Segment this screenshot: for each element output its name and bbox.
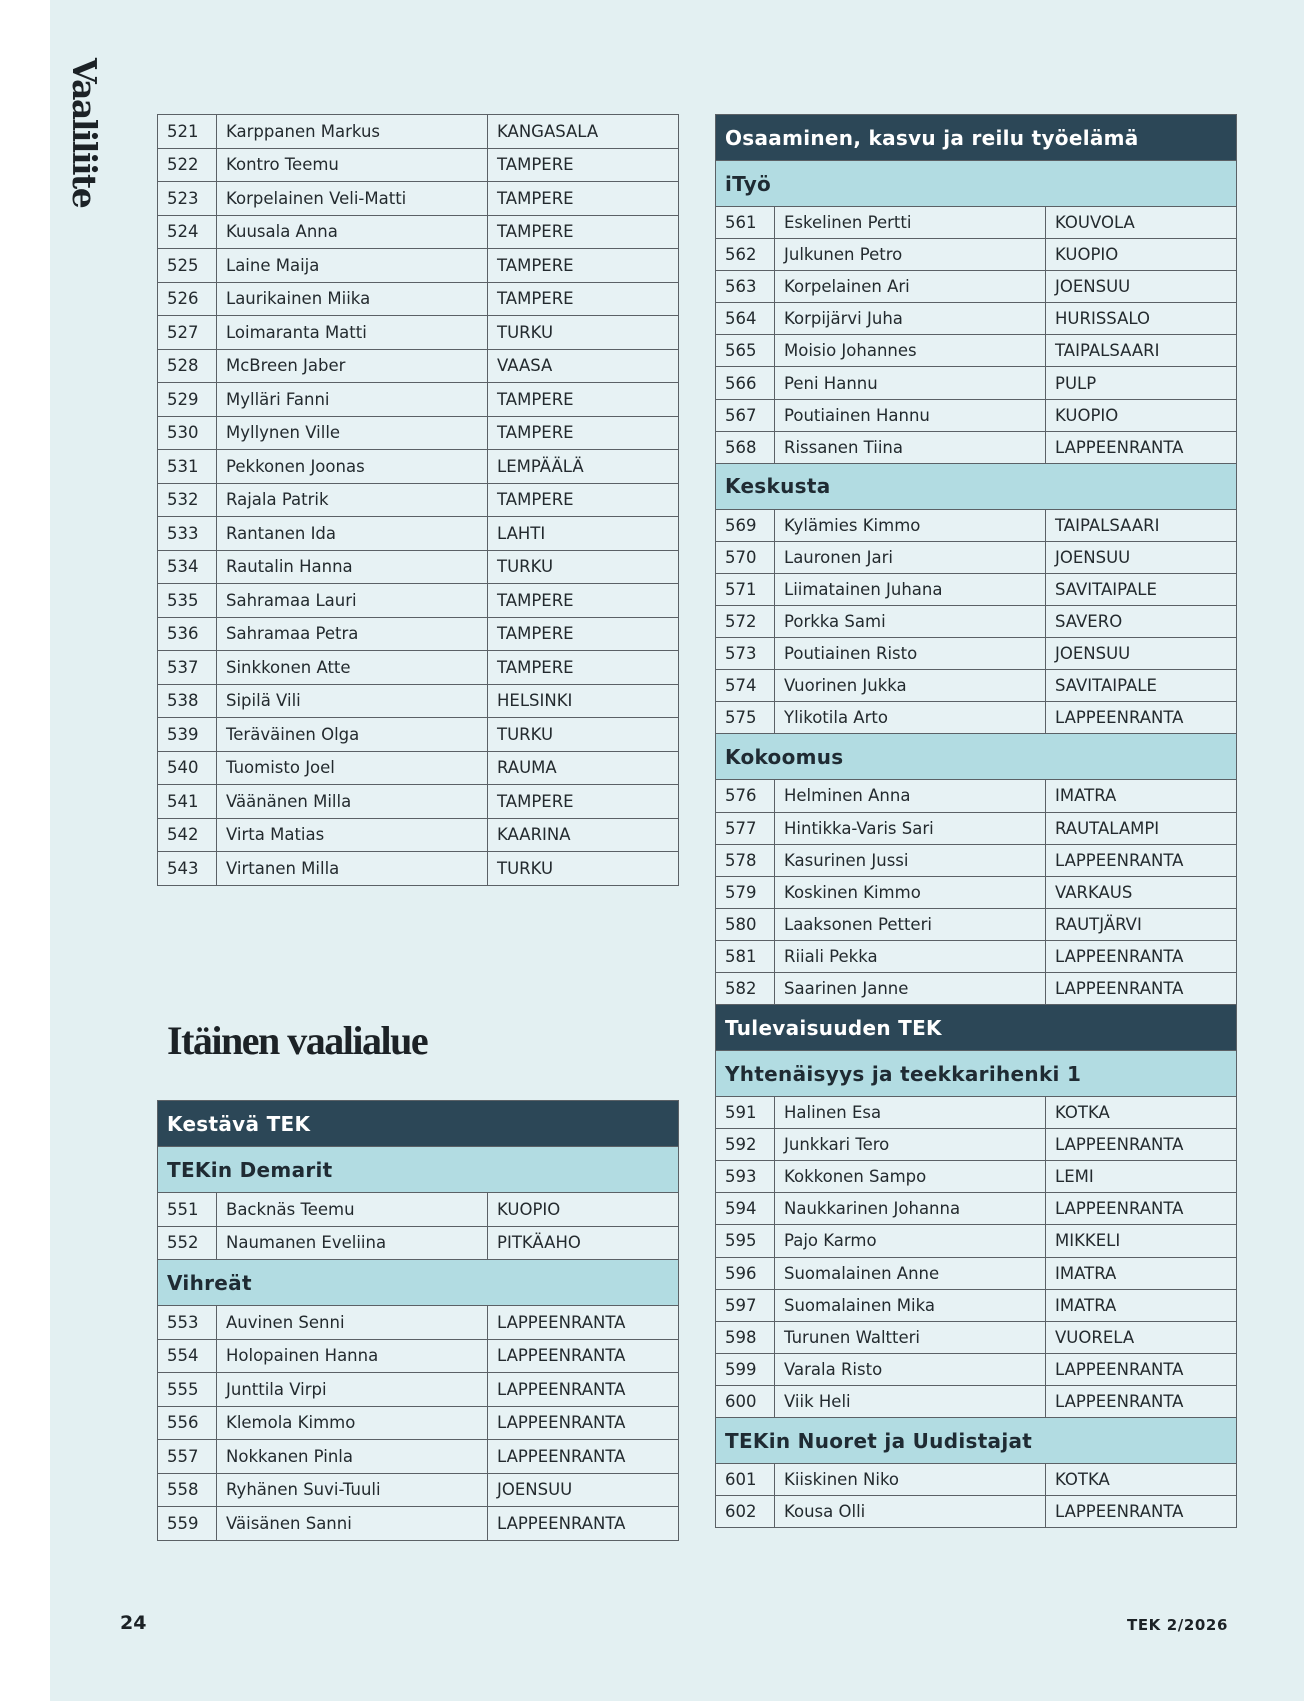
- table-row: [158, 550, 679, 584]
- table-row: [716, 1464, 1237, 1496]
- candidate-city: TAMPERE: [488, 416, 679, 450]
- candidate-name: Korpelainen Ari: [775, 271, 1046, 303]
- candidate-city: RAUMA: [488, 751, 679, 785]
- candidate-number: 528: [158, 349, 217, 383]
- candidate-number: 539: [158, 718, 217, 752]
- candidate-city: TAIPALSAARI: [1046, 509, 1237, 541]
- table-row: [716, 638, 1237, 670]
- candidate-city: JOENSUU: [1046, 638, 1237, 670]
- candidate-city: TAMPERE: [488, 383, 679, 417]
- candidate-name: Vuorinen Jukka: [775, 670, 1046, 702]
- table-row: [158, 215, 679, 249]
- table-row: [158, 718, 679, 752]
- party-header: Vihreät: [158, 1260, 679, 1306]
- candidate-name: Kasurinen Jussi: [775, 844, 1046, 876]
- candidate-number: 554: [158, 1339, 217, 1373]
- candidate-number: 525: [158, 249, 217, 283]
- candidate-city: LAPPEENRANTA: [488, 1306, 679, 1340]
- table-row: [716, 367, 1237, 399]
- candidate-name: Saarinen Janne: [775, 972, 1046, 1004]
- candidate-number: 566: [716, 367, 775, 399]
- party-header-row: [716, 1051, 1237, 1097]
- candidate-number: 596: [716, 1257, 775, 1289]
- candidate-name: Kontro Teemu: [217, 148, 488, 182]
- party-header: Kokoomus: [716, 734, 1237, 780]
- table-row: [158, 852, 679, 886]
- candidate-number: 582: [716, 972, 775, 1004]
- party-header: Yhtenäisyys ja teekkarihenki 1: [716, 1051, 1237, 1097]
- candidate-name: Liimatainen Juhana: [775, 573, 1046, 605]
- candidate-name: Myllynen Ville: [217, 416, 488, 450]
- candidate-number: 579: [716, 876, 775, 908]
- candidate-number: 535: [158, 584, 217, 618]
- candidate-city: KUOPIO: [488, 1193, 679, 1227]
- candidate-number: 553: [158, 1306, 217, 1340]
- candidate-number: 591: [716, 1097, 775, 1129]
- table-row: [716, 780, 1237, 812]
- table-row: [158, 1306, 679, 1340]
- candidate-name: Sahramaa Petra: [217, 617, 488, 651]
- candidate-number: 559: [158, 1507, 217, 1541]
- candidate-number: 522: [158, 148, 217, 182]
- table-row: [716, 1097, 1237, 1129]
- page-number: 24: [120, 1612, 147, 1634]
- candidate-city: JOENSUU: [488, 1473, 679, 1507]
- table-row: [158, 282, 679, 316]
- candidate-city: PULP: [1046, 367, 1237, 399]
- party-header-row: [716, 734, 1237, 780]
- candidate-number: 571: [716, 573, 775, 605]
- candidate-city: TURKU: [488, 852, 679, 886]
- table-row: [716, 303, 1237, 335]
- table-row: [158, 383, 679, 417]
- candidate-name: Tuomisto Joel: [217, 751, 488, 785]
- candidate-name: Teräväinen Olga: [217, 718, 488, 752]
- candidate-name: Rantanen Ida: [217, 517, 488, 551]
- candidate-city: SAVITAIPALE: [1046, 670, 1237, 702]
- candidate-name: Lauronen Jari: [775, 541, 1046, 573]
- table-row: [716, 606, 1237, 638]
- party-header: iTyö: [716, 161, 1237, 207]
- table-row: [158, 684, 679, 718]
- candidate-city: LAPPEENRANTA: [1046, 1129, 1237, 1161]
- candidate-number: 567: [716, 399, 775, 431]
- candidate-name: Julkunen Petro: [775, 239, 1046, 271]
- candidate-name: Karppanen Markus: [217, 115, 488, 149]
- candidate-number: 602: [716, 1496, 775, 1528]
- candidate-name: Virta Matias: [217, 818, 488, 852]
- party-header-row: [716, 161, 1237, 207]
- candidate-number: 556: [158, 1406, 217, 1440]
- candidate-name: Loimaranta Matti: [217, 316, 488, 350]
- candidate-number: 573: [716, 638, 775, 670]
- candidate-city: TAIPALSAARI: [1046, 335, 1237, 367]
- candidate-city: TAMPERE: [488, 249, 679, 283]
- table-row: [158, 316, 679, 350]
- candidate-city: TAMPERE: [488, 785, 679, 819]
- candidate-city: HURISSALO: [1046, 303, 1237, 335]
- candidate-number: 565: [716, 335, 775, 367]
- group-header-row: [716, 1005, 1237, 1051]
- candidate-name: Virtanen Milla: [217, 852, 488, 886]
- table-row: [716, 207, 1237, 239]
- table-row: [716, 1385, 1237, 1417]
- candidate-number: 526: [158, 282, 217, 316]
- candidate-name: Ylikotila Arto: [775, 702, 1046, 734]
- candidate-name: McBreen Jaber: [217, 349, 488, 383]
- candidate-number: 577: [716, 812, 775, 844]
- table-row: [716, 1257, 1237, 1289]
- candidate-number: 564: [716, 303, 775, 335]
- party-header: Keskusta: [716, 463, 1237, 509]
- table-row: [716, 876, 1237, 908]
- candidate-number: 521: [158, 115, 217, 149]
- party-header: TEKin Nuoret ja Uudistajat: [716, 1418, 1237, 1464]
- candidate-number: 572: [716, 606, 775, 638]
- table-row: [716, 1129, 1237, 1161]
- table-row: [716, 844, 1237, 876]
- candidate-number: 524: [158, 215, 217, 249]
- candidate-name: Rajala Patrik: [217, 483, 488, 517]
- candidate-name: Koskinen Kimmo: [775, 876, 1046, 908]
- table-row: [158, 1507, 679, 1541]
- candidate-city: PITKÄAHO: [488, 1226, 679, 1260]
- candidate-city: SAVERO: [1046, 606, 1237, 638]
- table-row: [158, 1373, 679, 1407]
- candidate-number: 600: [716, 1385, 775, 1417]
- candidate-city: TURKU: [488, 550, 679, 584]
- candidate-name: Nokkanen Pinla: [217, 1440, 488, 1474]
- candidate-name: Sinkkonen Atte: [217, 651, 488, 685]
- table-row: [158, 182, 679, 216]
- candidate-name: Sahramaa Lauri: [217, 584, 488, 618]
- candidate-number: 543: [158, 852, 217, 886]
- candidate-number: 581: [716, 940, 775, 972]
- candidate-number: 532: [158, 483, 217, 517]
- candidate-name: Laurikainen Miika: [217, 282, 488, 316]
- candidate-name: Kousa Olli: [775, 1496, 1046, 1528]
- candidate-city: TAMPERE: [488, 651, 679, 685]
- table-row: [716, 1193, 1237, 1225]
- candidate-city: LEMI: [1046, 1161, 1237, 1193]
- candidate-number: 595: [716, 1225, 775, 1257]
- candidate-city: JOENSUU: [1046, 271, 1237, 303]
- candidate-number: 594: [716, 1193, 775, 1225]
- candidate-number: 578: [716, 844, 775, 876]
- candidate-number: 561: [716, 207, 775, 239]
- candidate-city: LAPPEENRANTA: [1046, 702, 1237, 734]
- candidate-number: 557: [158, 1440, 217, 1474]
- candidate-city: IMATRA: [1046, 1257, 1237, 1289]
- candidate-number: 540: [158, 751, 217, 785]
- candidate-city: MIKKELI: [1046, 1225, 1237, 1257]
- table-row: [716, 812, 1237, 844]
- table-row: [158, 584, 679, 618]
- table-row: [716, 1289, 1237, 1321]
- candidate-city: TAMPERE: [488, 483, 679, 517]
- candidate-name: Sipilä Vili: [217, 684, 488, 718]
- candidate-number: 576: [716, 780, 775, 812]
- candidate-number: 598: [716, 1321, 775, 1353]
- table-row: [716, 335, 1237, 367]
- candidate-city: LAPPEENRANTA: [1046, 972, 1237, 1004]
- table-row: [158, 450, 679, 484]
- candidate-name: Varala Risto: [775, 1353, 1046, 1385]
- table-row: [716, 670, 1237, 702]
- candidate-name: Eskelinen Pertti: [775, 207, 1046, 239]
- page: [50, 0, 1304, 1701]
- candidate-name: Junkkari Tero: [775, 1129, 1046, 1161]
- candidate-city: VARKAUS: [1046, 876, 1237, 908]
- candidate-city: KOTKA: [1046, 1097, 1237, 1129]
- table-row: [716, 573, 1237, 605]
- issue-label: TEK 2/2026: [1127, 1616, 1228, 1634]
- candidate-city: LEMPÄÄLÄ: [488, 450, 679, 484]
- candidate-city: TAMPERE: [488, 215, 679, 249]
- candidate-number: 580: [716, 908, 775, 940]
- table-row: [716, 239, 1237, 271]
- candidate-number: 592: [716, 1129, 775, 1161]
- candidate-name: Junttila Virpi: [217, 1373, 488, 1407]
- candidate-name: Kuusala Anna: [217, 215, 488, 249]
- candidate-city: RAUTALAMPI: [1046, 812, 1237, 844]
- candidate-name: Peni Hannu: [775, 367, 1046, 399]
- table-row: [158, 1440, 679, 1474]
- candidate-name: Halinen Esa: [775, 1097, 1046, 1129]
- table-row: [716, 702, 1237, 734]
- candidate-name: Helminen Anna: [775, 780, 1046, 812]
- candidate-city: KOTKA: [1046, 1464, 1237, 1496]
- group-header: Kestävä TEK: [158, 1101, 679, 1147]
- candidate-name: Kylämies Kimmo: [775, 509, 1046, 541]
- candidate-number: 531: [158, 450, 217, 484]
- candidate-number: 568: [716, 431, 775, 463]
- candidate-number: 541: [158, 785, 217, 819]
- party-header: TEKin Demarit: [158, 1147, 679, 1193]
- table-row: [158, 249, 679, 283]
- table-row: [158, 416, 679, 450]
- candidate-number: 601: [716, 1464, 775, 1496]
- table-row: [158, 1339, 679, 1373]
- candidate-table-itainen: [157, 1100, 679, 1541]
- candidate-city: RAUTJÄRVI: [1046, 908, 1237, 940]
- candidate-name: Väänänen Milla: [217, 785, 488, 819]
- candidate-name: Suomalainen Anne: [775, 1257, 1046, 1289]
- candidate-number: 563: [716, 271, 775, 303]
- group-header: Osaaminen, kasvu ja reilu työelämä: [716, 115, 1237, 161]
- candidate-name: Auvinen Senni: [217, 1306, 488, 1340]
- candidate-name: Klemola Kimmo: [217, 1406, 488, 1440]
- candidate-number: 575: [716, 702, 775, 734]
- group-header-row: [158, 1101, 679, 1147]
- candidate-number: 570: [716, 541, 775, 573]
- candidate-number: 599: [716, 1353, 775, 1385]
- table-row: [716, 1321, 1237, 1353]
- candidate-city: TAMPERE: [488, 148, 679, 182]
- candidate-city: LAPPEENRANTA: [1046, 1353, 1237, 1385]
- table-row: [716, 1225, 1237, 1257]
- candidate-number: 530: [158, 416, 217, 450]
- candidate-name: Laine Maija: [217, 249, 488, 283]
- candidate-name: Kokkonen Sampo: [775, 1161, 1046, 1193]
- table-row: [158, 818, 679, 852]
- candidate-number: 529: [158, 383, 217, 417]
- table-row: [158, 651, 679, 685]
- candidate-name: Korpijärvi Juha: [775, 303, 1046, 335]
- table-row: [716, 431, 1237, 463]
- candidate-city: LAPPEENRANTA: [488, 1507, 679, 1541]
- table-row: [158, 517, 679, 551]
- group-header-row: [716, 115, 1237, 161]
- candidate-city: TAMPERE: [488, 182, 679, 216]
- party-header-row: [158, 1260, 679, 1306]
- table-row: [158, 1473, 679, 1507]
- candidate-city: LAPPEENRANTA: [1046, 1496, 1237, 1528]
- table-row: [158, 115, 679, 149]
- candidate-number: 538: [158, 684, 217, 718]
- table-row: [716, 541, 1237, 573]
- table-row: [158, 349, 679, 383]
- group-header: Tulevaisuuden TEK: [716, 1005, 1237, 1051]
- table-row: [716, 1161, 1237, 1193]
- party-header-row: [716, 463, 1237, 509]
- candidate-number: 597: [716, 1289, 775, 1321]
- candidate-number: 542: [158, 818, 217, 852]
- candidate-table-continued: [157, 114, 679, 886]
- candidate-city: KUOPIO: [1046, 399, 1237, 431]
- candidate-number: 552: [158, 1226, 217, 1260]
- candidate-number: 527: [158, 316, 217, 350]
- table-row: [158, 1406, 679, 1440]
- candidate-city: TAMPERE: [488, 584, 679, 618]
- candidate-city: KAARINA: [488, 818, 679, 852]
- candidate-city: TAMPERE: [488, 617, 679, 651]
- party-header-row: [716, 1418, 1237, 1464]
- candidate-table-right: [715, 114, 1237, 1528]
- candidate-city: VUORELA: [1046, 1321, 1237, 1353]
- section-side-label: Vaaliliite: [65, 58, 104, 208]
- candidate-city: LAPPEENRANTA: [1046, 1385, 1237, 1417]
- candidate-number: 533: [158, 517, 217, 551]
- candidate-city: TURKU: [488, 718, 679, 752]
- candidate-city: JOENSUU: [1046, 541, 1237, 573]
- candidate-number: 536: [158, 617, 217, 651]
- candidate-city: LAPPEENRANTA: [488, 1339, 679, 1373]
- candidate-name: Mylläri Fanni: [217, 383, 488, 417]
- table-row: [716, 271, 1237, 303]
- region-title: Itäinen vaalialue: [167, 1018, 428, 1063]
- candidate-number: 537: [158, 651, 217, 685]
- candidate-number: 558: [158, 1473, 217, 1507]
- candidate-city: LAHTI: [488, 517, 679, 551]
- candidate-name: Naukkarinen Johanna: [775, 1193, 1046, 1225]
- table-row: [716, 1496, 1237, 1528]
- table-row: [158, 785, 679, 819]
- candidate-name: Poutiainen Risto: [775, 638, 1046, 670]
- candidate-city: LAPPEENRANTA: [1046, 431, 1237, 463]
- candidate-number: 562: [716, 239, 775, 271]
- table-row: [716, 1353, 1237, 1385]
- table-row: [716, 972, 1237, 1004]
- table-row: [158, 148, 679, 182]
- candidate-name: Riiali Pekka: [775, 940, 1046, 972]
- candidate-city: KUOPIO: [1046, 239, 1237, 271]
- candidate-number: 593: [716, 1161, 775, 1193]
- candidate-name: Poutiainen Hannu: [775, 399, 1046, 431]
- candidate-name: Rissanen Tiina: [775, 431, 1046, 463]
- table-row: [158, 617, 679, 651]
- candidate-city: KOUVOLA: [1046, 207, 1237, 239]
- candidate-city: LAPPEENRANTA: [1046, 844, 1237, 876]
- candidate-name: Korpelainen Veli-Matti: [217, 182, 488, 216]
- candidate-number: 534: [158, 550, 217, 584]
- table-row: [158, 751, 679, 785]
- candidate-city: SAVITAIPALE: [1046, 573, 1237, 605]
- candidate-name: Rautalin Hanna: [217, 550, 488, 584]
- table-row: [158, 1226, 679, 1260]
- candidate-city: LAPPEENRANTA: [1046, 940, 1237, 972]
- table-row: [716, 940, 1237, 972]
- table-row: [716, 908, 1237, 940]
- candidate-name: Kiiskinen Niko: [775, 1464, 1046, 1496]
- table-row: [716, 399, 1237, 431]
- candidate-city: KANGASALA: [488, 115, 679, 149]
- candidate-name: Pekkonen Joonas: [217, 450, 488, 484]
- candidate-number: 574: [716, 670, 775, 702]
- candidate-name: Laaksonen Petteri: [775, 908, 1046, 940]
- candidate-city: HELSINKI: [488, 684, 679, 718]
- candidate-number: 555: [158, 1373, 217, 1407]
- candidate-name: Hintikka-Varis Sari: [775, 812, 1046, 844]
- candidate-city: IMATRA: [1046, 780, 1237, 812]
- candidate-city: IMATRA: [1046, 1289, 1237, 1321]
- candidate-city: TURKU: [488, 316, 679, 350]
- candidate-name: Pajo Karmo: [775, 1225, 1046, 1257]
- candidate-city: LAPPEENRANTA: [488, 1406, 679, 1440]
- candidate-name: Porkka Sami: [775, 606, 1046, 638]
- table-row: [158, 483, 679, 517]
- candidate-name: Turunen Waltteri: [775, 1321, 1046, 1353]
- candidate-name: Moisio Johannes: [775, 335, 1046, 367]
- party-header-row: [158, 1147, 679, 1193]
- table-row: [716, 509, 1237, 541]
- candidate-city: TAMPERE: [488, 282, 679, 316]
- candidate-number: 569: [716, 509, 775, 541]
- candidate-name: Väisänen Sanni: [217, 1507, 488, 1541]
- candidate-number: 523: [158, 182, 217, 216]
- candidate-name: Suomalainen Mika: [775, 1289, 1046, 1321]
- candidate-city: LAPPEENRANTA: [488, 1440, 679, 1474]
- candidate-name: Backnäs Teemu: [217, 1193, 488, 1227]
- candidate-city: VAASA: [488, 349, 679, 383]
- candidate-city: LAPPEENRANTA: [1046, 1193, 1237, 1225]
- table-row: [158, 1193, 679, 1227]
- candidate-name: Naumanen Eveliina: [217, 1226, 488, 1260]
- candidate-number: 551: [158, 1193, 217, 1227]
- candidate-name: Viik Heli: [775, 1385, 1046, 1417]
- candidate-name: Ryhänen Suvi-Tuuli: [217, 1473, 488, 1507]
- candidate-name: Holopainen Hanna: [217, 1339, 488, 1373]
- candidate-city: LAPPEENRANTA: [488, 1373, 679, 1407]
